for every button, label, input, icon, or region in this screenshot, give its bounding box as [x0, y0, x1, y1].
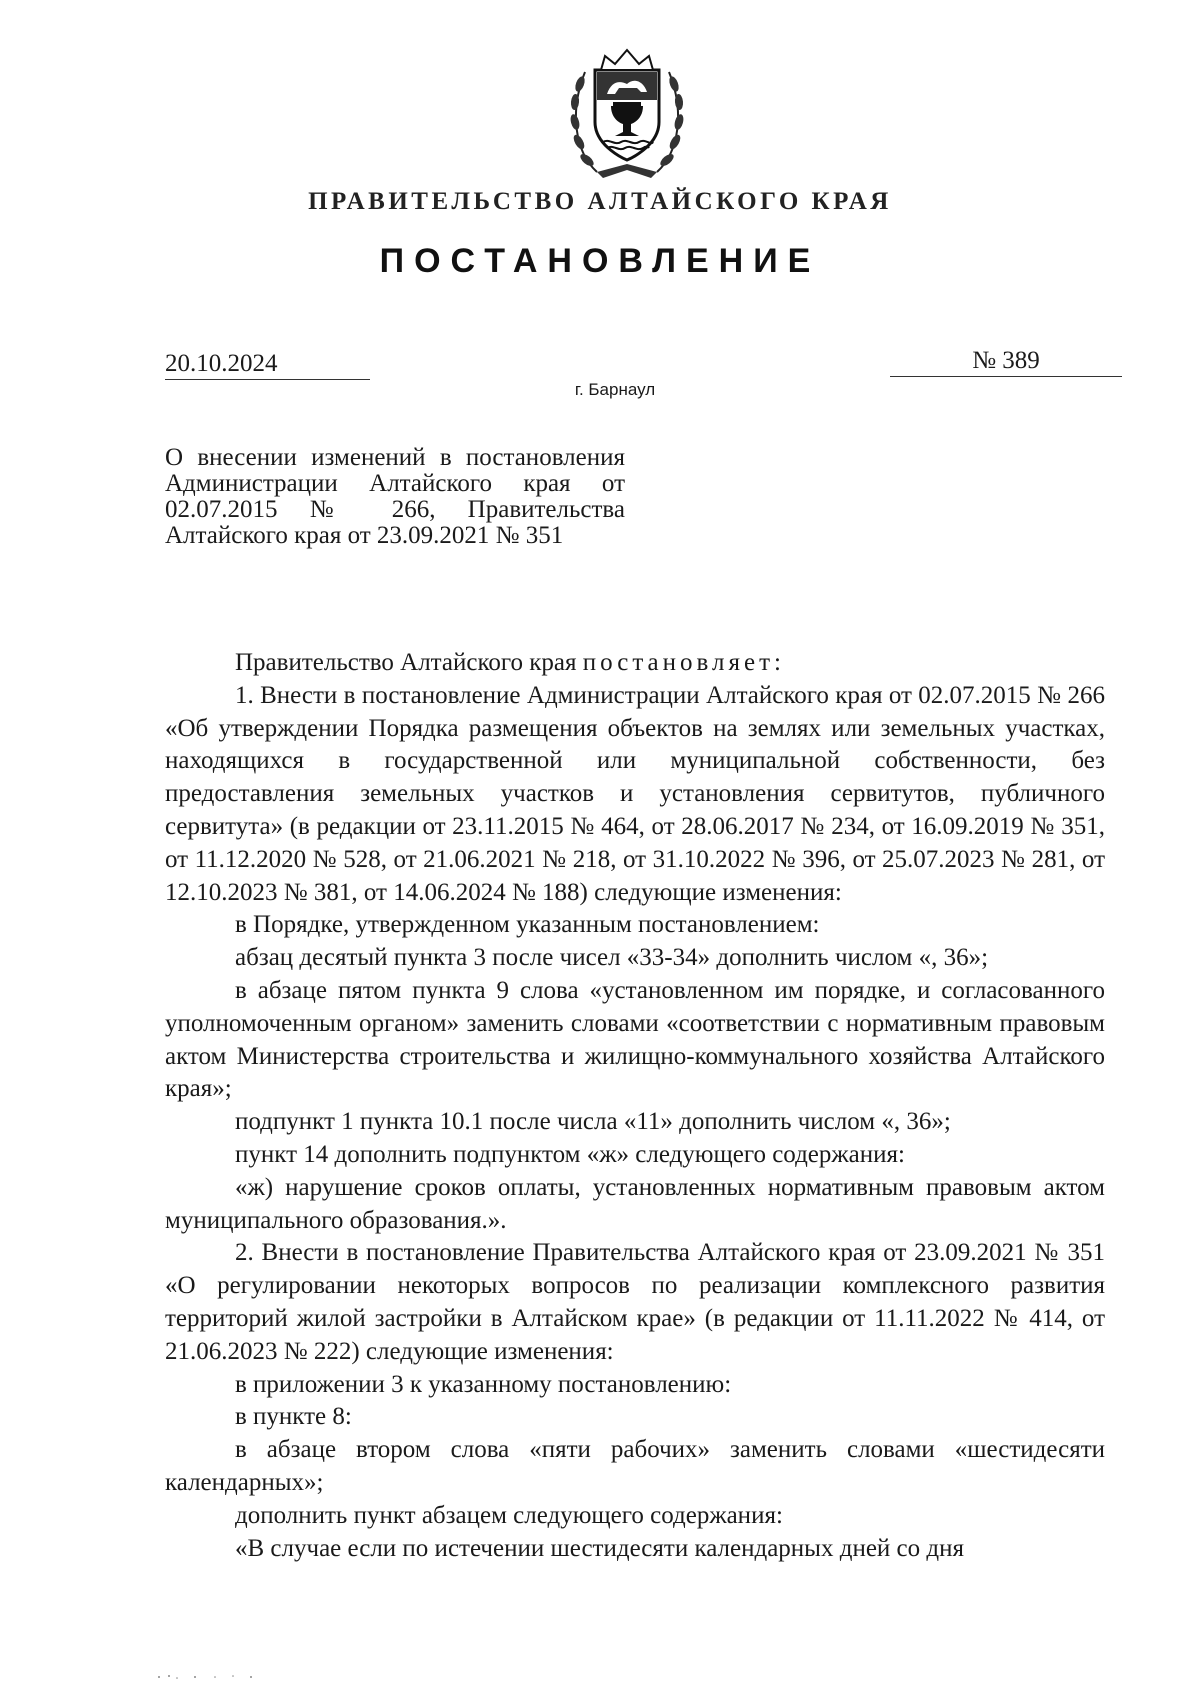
- intro-prefix: Правительство Алтайского края: [235, 649, 583, 676]
- body-paragraph: в абзаце пятом пункта 9 слова «установленном им порядке, и согласованного уполномоченным органом» заменить словами «соответствии с нормативным правовым актом Министерства строительства и жилищно-коммунального хозяйства Алтайского края»;: [165, 976, 1105, 1103]
- body-paragraph: абзац десятый пункта 3 после чисел «33-34» дополнить числом «, 36»;: [235, 944, 989, 972]
- document-number: № 389: [890, 347, 1122, 377]
- body-paragraph: «ж) нарушение сроков оплаты, установленных нормативным правовым актом муниципального образования.».: [165, 1173, 1105, 1234]
- body-paragraph: 2. Внести в постановление Правительства Алтайского края от 23.09.2021 № 351 «О регулировании некоторых вопросов по реализации комплексного развития территорий жилой застройки в Алтайском крае» (в редакции от 11.11.2022 № 414, от 21.06.2023 № 222) следующие изменения:: [165, 1239, 1105, 1365]
- document-subject: О внесении изменений в постановления Администрации Алтайского края от 02.07.2015 № 266, Правительства Алтайского края от 23.09.2021 № 351: [165, 444, 625, 549]
- intro-suffix: :: [774, 649, 781, 676]
- body-paragraph: в абзаце втором слова «пяти рабочих» заменить словами «шестидесяти календарных»;: [165, 1436, 1105, 1496]
- body-paragraph: дополнить пункт абзацем следующего содержания:: [235, 1501, 783, 1529]
- altai-coat-of-arms-icon: [567, 42, 687, 182]
- body-paragraph: в приложении 3 к указанному постановлению:: [235, 1370, 732, 1398]
- document-date: 20.10.2024: [165, 350, 370, 380]
- body-paragraph: 1. Внести в постановление Администрации Алтайского края от 02.07.2015 № 266 «Об утверждении Порядка размещения объектов на землях или земельных участках, находящихся в государственной или муниципальной собственности, без предоставления земельных участков и установления сервитутов, публичного сервитута» (в редакции от 23.11.2015 № 464, от 28.06.2017 № 234, от 16.09.2019 № 351, от 11.12.2020 № 528, от 21.06.2021 № 218, от 31.10.2022 № 396, от 25.07.2023 № 281, от 12.10.2023 № 381, от 14.06.2024 № 188) следующие изменения:: [165, 681, 1105, 906]
- body-paragraph: подпункт 1 пункта 10.1 после числа «11» дополнить числом «, 36»;: [235, 1108, 951, 1136]
- government-title: ПРАВИТЕЛЬСТВО АЛТАЙСКОГО КРАЯ: [308, 188, 892, 215]
- document-type: ПОСТАНОВЛЕНИЕ: [379, 242, 821, 280]
- body-paragraph: «В случае если по истечении шестидесяти календарных дней со дня: [235, 1534, 964, 1562]
- intro-decree-word: постановляет: [582, 649, 774, 676]
- body-intro: [165, 647, 1105, 680]
- body-paragraph: пункт 14 дополнить подпунктом «ж» следующего содержания:: [235, 1140, 905, 1168]
- document-city: г. Барнаул: [574, 380, 656, 399]
- document-body: [165, 647, 1105, 1565]
- body-paragraph: в пункте 8:: [235, 1403, 352, 1431]
- scan-specks: [155, 1672, 265, 1682]
- body-paragraph: в Порядке, утвержденном указанным постановлением:: [235, 911, 820, 939]
